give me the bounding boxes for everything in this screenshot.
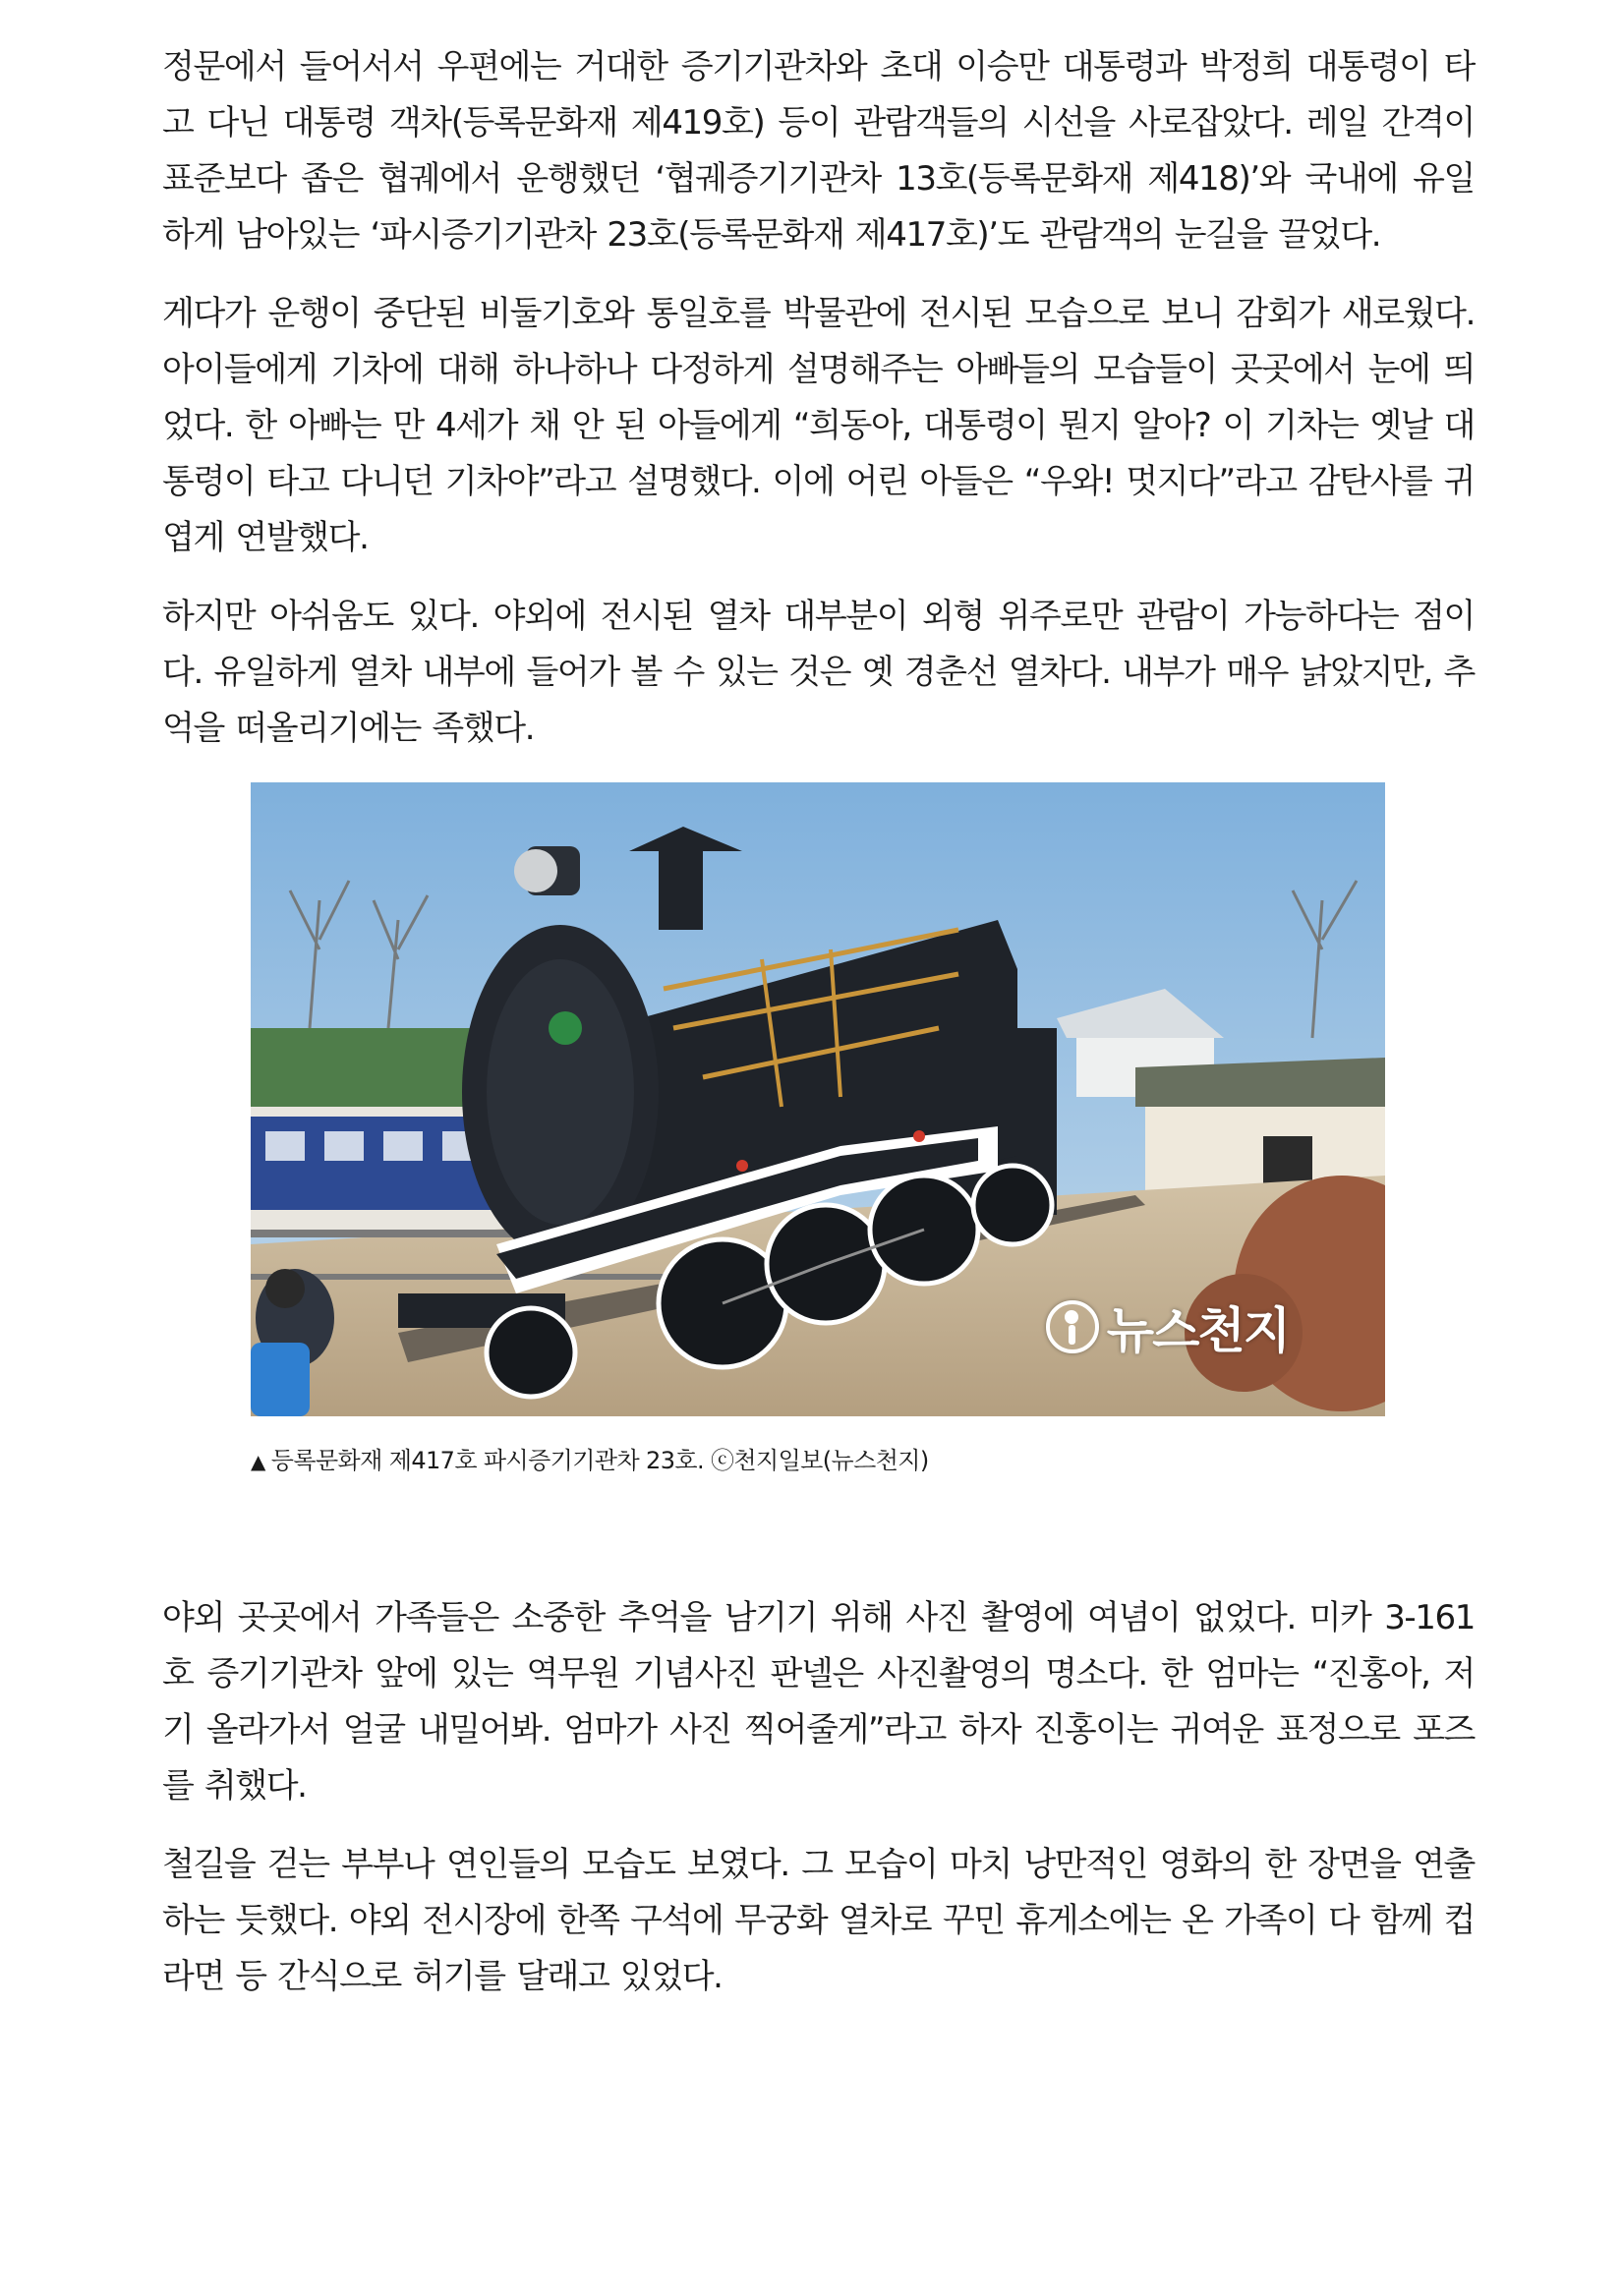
- photo-caption: [251, 1444, 1475, 1478]
- paragraph-3: 하지만 아쉬움도 있다. 야외에 전시된 열차 대부분이 외형 위주로만 관람이 가능하다는 점이다. 유일하게 열차 내부에 들어가 볼 수 있는 것은 옛 경춘선 열차다. 내부가 매우 낡았지만, 추억을 떠올리기에는 족했다.: [162, 597, 1475, 748]
- article-body: [162, 39, 1475, 2005]
- paragraph-1: 정문에서 들어서서 우편에는 거대한 증기기관차와 초대 이승만 대통령과 박정희 대통령이 타고 다닌 대통령 객차(등록문화재 제419호) 등이 관람객들의 시선을 사로잡았다. 레일 간격이 표준보다 좁은 협궤에서 운행했던 ‘협궤증기기관차 13호(등록문화재 제418)’와 국내에 유일하게 남아있는 ‘파시증기기관차 23호(등록문화재 제417호)’도 관람객의 눈길을 끌었다.: [162, 47, 1475, 255]
- watermark-text: 뉴스천지: [1106, 1302, 1289, 1359]
- newscj-watermark: [1046, 1292, 1289, 1362]
- newscj-logo-icon: [1046, 1300, 1099, 1353]
- paragraph-5: 철길을 걷는 부부나 연인들의 모습도 보였다. 그 모습이 마치 낭만적인 영화의 한 장면을 연출하는 듯했다. 야외 전시장에 한쪽 구석에 무궁화 열차로 꾸민 휴게소에는 온 가족이 다 함께 컵라면 등 간식으로 허기를 달래고 있었다.: [162, 1845, 1475, 1996]
- figure: [162, 782, 1475, 1478]
- locomotive-photo: [251, 782, 1385, 1416]
- paragraph-2: 게다가 운행이 중단된 비둘기호와 통일호를 박물관에 전시된 모습으로 보니 감회가 새로웠다. 아이들에게 기차에 대해 하나하나 다정하게 설명해주는 아빠들의 모습들이 곳곳에서 눈에 띄었다. 한 아빠는 만 4세가 채 안 된 아들에게 “희동아, 대통령이 뭔지 알아? 이 기차는 옛날 대통령이 타고 다니던 기차야”라고 설명했다. 이에 어린 아들은 “우와! 멋지다”라고 감탄사를 귀엽게 연발했다.: [162, 294, 1475, 557]
- paragraph-4: 야외 곳곳에서 가족들은 소중한 추억을 남기기 위해 사진 촬영에 여념이 없었다. 미카 3-161호 증기기관차 앞에 있는 역무원 기념사진 판넬은 사진촬영의 명소다. 한 엄마는 “진홍아, 저기 올라가서 얼굴 내밀어봐. 엄마가 사진 찍어줄게”라고 하자 진홍이는 귀여운 표정으로 포즈를 취했다.: [162, 1598, 1475, 1806]
- caption-triangle-icon: ▲: [251, 1450, 265, 1473]
- caption-text: 등록문화재 제417호 파시증기기관차 23호. ⓒ천지일보(뉴스천지): [270, 1447, 929, 1474]
